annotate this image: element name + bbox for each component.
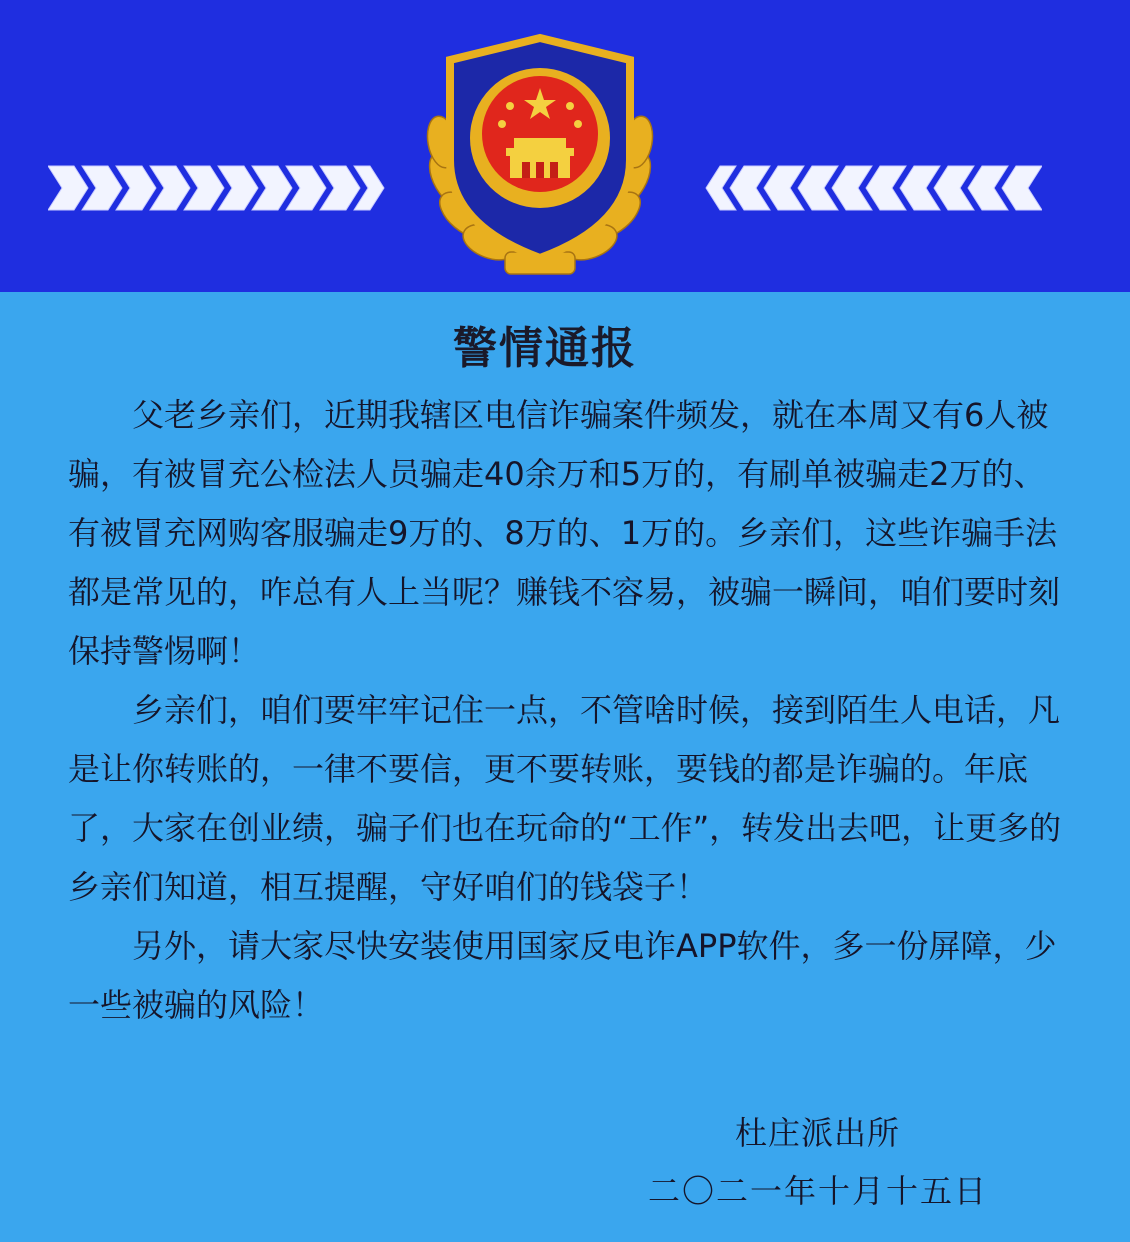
notice-paragraph: 另外，请大家尽快安装使用国家反电诈APP软件，多一份屏障，少一些被骗的风险！ xyxy=(68,927,1057,1024)
notice-title: 警情通报 xyxy=(453,323,637,374)
right-wing-stripes-icon xyxy=(702,160,1042,216)
notice-paragraph: 乡亲们，咱们要牢牢记住一点，不管啥时候，接到陌生人电话，凡是让你转账的，一律不要信，更不要转账，要钱的都是诈骗的。年底了，大家在创业绩，骗子们也在玩命的“工作”，转发出去吧，让更多的乡亲们知道，相互提醒，守好咱们的钱袋子！ xyxy=(68,691,1062,906)
issuer-signature: 杜庄派出所 xyxy=(735,1114,901,1152)
header-banner xyxy=(0,0,1130,292)
police-emblem-icon xyxy=(410,30,670,280)
left-wing-stripes-icon xyxy=(48,160,388,216)
notice-paragraph: 父老乡亲们，近期我辖区电信诈骗案件频发，就在本周又有6人被骗，有被冒充公检法人员骗走40余万和5万的，有刷单被骗走2万的、有被冒充网购客服骗走9万的、8万的、1万的。乡亲们，这些诈骗手法都是常见的，咋总有人上当呢？赚钱不容易，被骗一瞬间，咱们要时刻保持警惕啊！ xyxy=(68,396,1061,670)
notice-body xyxy=(68,386,1068,1035)
issue-date: 二〇二一年十月十五日 xyxy=(648,1172,989,1210)
